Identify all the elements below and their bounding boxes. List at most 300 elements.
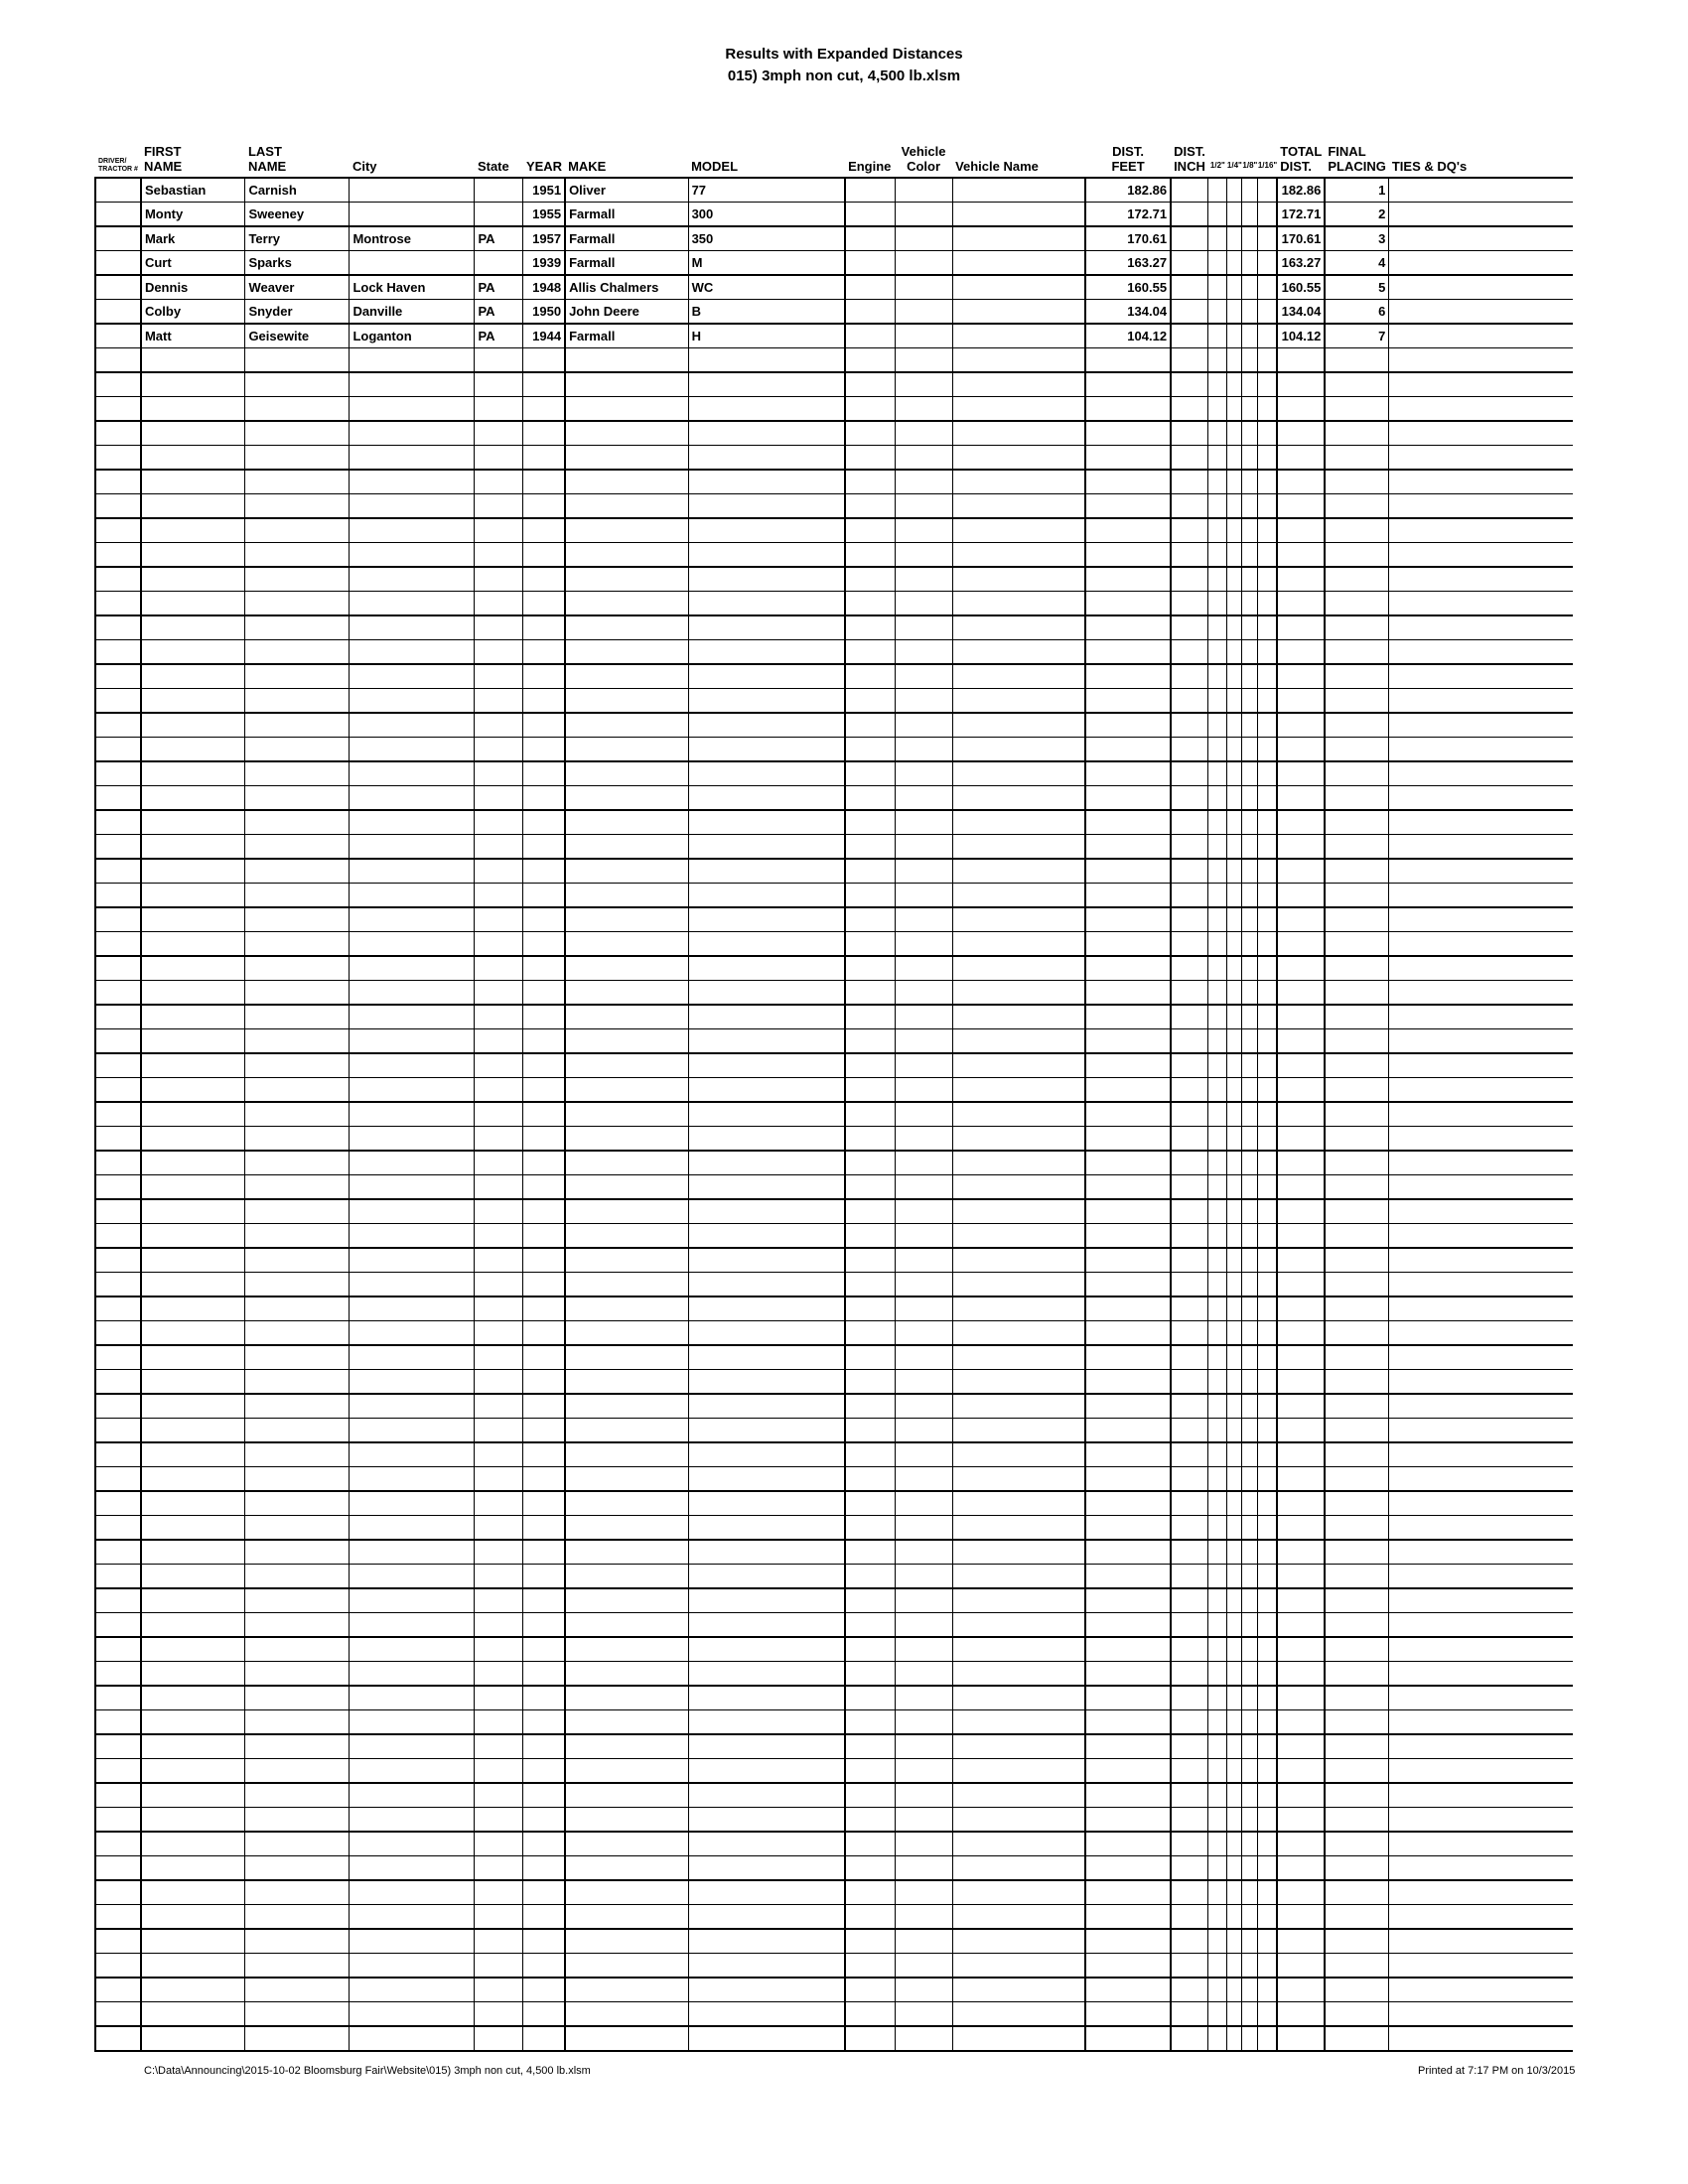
cell-entry-num: [95, 567, 141, 592]
cell-ties-dqs: [1389, 1053, 1573, 1078]
cell-vehicle-color: [895, 640, 952, 665]
cell-state: [475, 1370, 523, 1395]
col-header-text: YEAR: [525, 159, 563, 174]
cell-dist-inch: [1171, 300, 1208, 325]
cell-city: [350, 738, 475, 762]
cell-entry-num: [95, 615, 141, 640]
cell-dist-feet: [1085, 1686, 1171, 1710]
cell-year: [523, 1686, 565, 1710]
cell-ties-dqs: [1389, 1978, 1573, 2002]
cell-engine: [845, 1516, 895, 1541]
cell-dist-inch: [1171, 178, 1208, 203]
cell-dist-inch: [1171, 1662, 1208, 1687]
cell-eighth-inch: [1242, 1491, 1258, 1516]
cell-last-name: Snyder: [245, 300, 350, 325]
cell-dist-feet: [1085, 1540, 1171, 1565]
cell-half-inch: [1208, 1516, 1227, 1541]
cell-dist-inch: [1171, 1370, 1208, 1395]
cell-model: [688, 664, 845, 689]
cell-vehicle-name: [952, 1710, 1085, 1735]
cell-half-inch: [1208, 494, 1227, 519]
cell-dist-inch: [1171, 761, 1208, 786]
cell-eighth-inch: [1242, 1321, 1258, 1346]
cell-state: [475, 1224, 523, 1249]
cell-year: [523, 1175, 565, 1200]
cell-entry-num: [95, 1394, 141, 1419]
cell-vehicle-name: [952, 1102, 1085, 1127]
cell-entry-num: [95, 203, 141, 227]
cell-year: [523, 664, 565, 689]
cell-last-name: [245, 1491, 350, 1516]
cell-sixteenth-inch: [1258, 372, 1277, 397]
cell-half-inch: [1208, 1686, 1227, 1710]
cell-model: [688, 1224, 845, 1249]
cell-first-name: [141, 1808, 245, 1833]
report-title-line1: Results with Expanded Distances: [725, 46, 963, 63]
cell-year: [523, 1613, 565, 1638]
cell-total-dist: 170.61: [1277, 226, 1325, 251]
cell-city: [350, 664, 475, 689]
cell-eighth-inch: [1242, 226, 1258, 251]
cell-final-placing: [1325, 810, 1389, 835]
cell-sixteenth-inch: [1258, 1297, 1277, 1321]
cell-ties-dqs: [1389, 1224, 1573, 1249]
cell-sixteenth-inch: [1258, 810, 1277, 835]
cell-engine: [845, 786, 895, 811]
cell-total-dist: [1277, 1175, 1325, 1200]
cell-dist-inch: [1171, 689, 1208, 714]
cell-eighth-inch: [1242, 1662, 1258, 1687]
cell-make: [565, 543, 688, 568]
cell-city: [350, 1978, 475, 2002]
cell-dist-feet: 160.55: [1085, 275, 1171, 300]
cell-model: [688, 1832, 845, 1856]
cell-city: [350, 1491, 475, 1516]
cell-sixteenth-inch: [1258, 761, 1277, 786]
cell-ties-dqs: [1389, 251, 1573, 276]
cell-city: [350, 1832, 475, 1856]
cell-ties-dqs: [1389, 1248, 1573, 1273]
cell-ties-dqs: [1389, 1199, 1573, 1224]
cell-total-dist: [1277, 1127, 1325, 1152]
col-header-quarter-inch: [1227, 137, 1242, 178]
cell-total-dist: [1277, 835, 1325, 860]
cell-half-inch: [1208, 1321, 1227, 1346]
cell-make: [565, 567, 688, 592]
cell-dist-inch: [1171, 956, 1208, 981]
cell-dist-feet: [1085, 1832, 1171, 1856]
cell-last-name: [245, 1151, 350, 1175]
col-header-text: Engine: [848, 159, 892, 174]
cell-model: [688, 1783, 845, 1808]
cell-last-name: [245, 884, 350, 908]
cell-first-name: [141, 1905, 245, 1930]
cell-last-name: [245, 761, 350, 786]
cell-eighth-inch: [1242, 2026, 1258, 2051]
cell-eighth-inch: [1242, 1127, 1258, 1152]
cell-vehicle-color: [895, 907, 952, 932]
cell-ties-dqs: [1389, 348, 1573, 373]
cell-total-dist: [1277, 1734, 1325, 1759]
cell-state: PA: [475, 275, 523, 300]
cell-make: [565, 1345, 688, 1370]
cell-entry-num: [95, 275, 141, 300]
cell-last-name: [245, 1297, 350, 1321]
cell-entry-num: [95, 1419, 141, 1443]
cell-vehicle-color: [895, 1078, 952, 1103]
cell-vehicle-name: [952, 1613, 1085, 1638]
cell-ties-dqs: [1389, 1370, 1573, 1395]
cell-final-placing: [1325, 1540, 1389, 1565]
cell-eighth-inch: [1242, 615, 1258, 640]
cell-quarter-inch: [1227, 1345, 1242, 1370]
cell-dist-inch: [1171, 1686, 1208, 1710]
cell-eighth-inch: [1242, 689, 1258, 714]
cell-state: [475, 1710, 523, 1735]
cell-dist-inch: [1171, 1078, 1208, 1103]
cell-year: [523, 615, 565, 640]
cell-last-name: [245, 2026, 350, 2051]
cell-total-dist: [1277, 1905, 1325, 1930]
cell-ties-dqs: [1389, 1151, 1573, 1175]
cell-first-name: [141, 1078, 245, 1103]
cell-dist-feet: [1085, 1224, 1171, 1249]
cell-sixteenth-inch: [1258, 1565, 1277, 1589]
cell-ties-dqs: [1389, 1759, 1573, 1784]
cell-first-name: [141, 1151, 245, 1175]
cell-city: [350, 1516, 475, 1541]
cell-year: [523, 1394, 565, 1419]
cell-dist-inch: [1171, 1321, 1208, 1346]
cell-half-inch: [1208, 1273, 1227, 1297]
cell-vehicle-name: [952, 1442, 1085, 1467]
cell-dist-feet: [1085, 518, 1171, 543]
cell-engine: [845, 372, 895, 397]
cell-last-name: Geisewite: [245, 324, 350, 348]
cell-model: [688, 981, 845, 1006]
cell-dist-feet: [1085, 1637, 1171, 1662]
cell-make: [565, 1102, 688, 1127]
cell-first-name: [141, 1127, 245, 1152]
cell-engine: [845, 397, 895, 422]
cell-first-name: [141, 543, 245, 568]
col-header-engine: [845, 137, 895, 178]
cell-last-name: [245, 810, 350, 835]
cell-first-name: [141, 1759, 245, 1784]
cell-engine: [845, 1053, 895, 1078]
cell-first-name: [141, 738, 245, 762]
cell-year: [523, 348, 565, 373]
cell-vehicle-name: [952, 761, 1085, 786]
cell-first-name: [141, 1880, 245, 1905]
cell-city: [350, 1734, 475, 1759]
cell-final-placing: [1325, 421, 1389, 446]
cell-state: [475, 1540, 523, 1565]
cell-year: 1955: [523, 203, 565, 227]
cell-model: [688, 1005, 845, 1029]
cell-dist-inch: [1171, 1929, 1208, 1954]
cell-half-inch: [1208, 1005, 1227, 1029]
cell-sixteenth-inch: [1258, 1783, 1277, 1808]
cell-total-dist: [1277, 761, 1325, 786]
cell-make: [565, 1053, 688, 1078]
cell-total-dist: [1277, 1297, 1325, 1321]
cell-vehicle-color: [895, 518, 952, 543]
cell-total-dist: 172.71: [1277, 203, 1325, 227]
table-row: [95, 1199, 1573, 1224]
cell-dist-feet: [1085, 761, 1171, 786]
table-row: [95, 1224, 1573, 1249]
cell-model: [688, 1686, 845, 1710]
cell-entry-num: [95, 1978, 141, 2002]
cell-vehicle-color: [895, 615, 952, 640]
cell-year: [523, 1905, 565, 1930]
cell-total-dist: [1277, 1832, 1325, 1856]
cell-dist-inch: [1171, 1637, 1208, 1662]
cell-total-dist: [1277, 1808, 1325, 1833]
table-row: [95, 1467, 1573, 1492]
cell-vehicle-color: [895, 1856, 952, 1881]
cell-make: Farmall: [565, 324, 688, 348]
cell-vehicle-color: [895, 1516, 952, 1541]
cell-model: [688, 1491, 845, 1516]
cell-make: [565, 1929, 688, 1954]
cell-half-inch: [1208, 226, 1227, 251]
cell-ties-dqs: [1389, 1491, 1573, 1516]
cell-engine: [845, 1127, 895, 1152]
cell-first-name: [141, 1394, 245, 1419]
cell-year: [523, 1345, 565, 1370]
cell-eighth-inch: [1242, 203, 1258, 227]
cell-sixteenth-inch: [1258, 178, 1277, 203]
cell-final-placing: [1325, 372, 1389, 397]
cell-make: [565, 470, 688, 494]
cell-ties-dqs: [1389, 372, 1573, 397]
cell-vehicle-color: [895, 664, 952, 689]
cell-year: [523, 786, 565, 811]
cell-model: B: [688, 300, 845, 325]
cell-sixteenth-inch: [1258, 1759, 1277, 1784]
cell-model: [688, 1053, 845, 1078]
cell-quarter-inch: [1227, 324, 1242, 348]
cell-last-name: [245, 835, 350, 860]
cell-dist-inch: [1171, 421, 1208, 446]
cell-engine: [845, 1565, 895, 1589]
cell-ties-dqs: [1389, 1856, 1573, 1881]
cell-state: [475, 1102, 523, 1127]
footer-printed-timestamp: Printed at 7:17 PM on 10/3/2015: [1418, 2065, 1576, 2077]
cell-eighth-inch: [1242, 1905, 1258, 1930]
cell-last-name: [245, 1905, 350, 1930]
cell-vehicle-color: [895, 1273, 952, 1297]
cell-first-name: [141, 421, 245, 446]
cell-quarter-inch: [1227, 1929, 1242, 1954]
cell-dist-inch: [1171, 1273, 1208, 1297]
cell-year: [523, 1734, 565, 1759]
results-table-header: [95, 137, 1573, 178]
cell-model: [688, 738, 845, 762]
cell-first-name: [141, 1929, 245, 1954]
cell-first-name: [141, 592, 245, 616]
cell-ties-dqs: [1389, 1588, 1573, 1613]
cell-state: [475, 1248, 523, 1273]
cell-final-placing: [1325, 981, 1389, 1006]
col-header-sixteenth-inch: [1258, 137, 1277, 178]
cell-city: [350, 1297, 475, 1321]
cell-model: [688, 1321, 845, 1346]
cell-dist-feet: [1085, 884, 1171, 908]
table-row: [95, 713, 1573, 738]
cell-eighth-inch: [1242, 275, 1258, 300]
cell-ties-dqs: [1389, 1273, 1573, 1297]
cell-year: [523, 2002, 565, 2027]
cell-year: 1951: [523, 178, 565, 203]
cell-first-name: [141, 1321, 245, 1346]
cell-engine: [845, 932, 895, 957]
cell-eighth-inch: [1242, 300, 1258, 325]
cell-entry-num: [95, 640, 141, 665]
cell-entry-num: [95, 518, 141, 543]
cell-city: [350, 835, 475, 860]
cell-city: [350, 1759, 475, 1784]
cell-dist-feet: [1085, 1078, 1171, 1103]
cell-quarter-inch: [1227, 275, 1242, 300]
cell-sixteenth-inch: [1258, 884, 1277, 908]
cell-first-name: Colby: [141, 300, 245, 325]
cell-engine: [845, 1442, 895, 1467]
cell-entry-num: [95, 178, 141, 203]
cell-first-name: [141, 664, 245, 689]
cell-make: [565, 1273, 688, 1297]
cell-year: [523, 446, 565, 471]
cell-engine: [845, 592, 895, 616]
cell-dist-inch: [1171, 1029, 1208, 1054]
cell-engine: [845, 689, 895, 714]
cell-quarter-inch: [1227, 1029, 1242, 1054]
cell-total-dist: [1277, 1491, 1325, 1516]
cell-year: [523, 859, 565, 884]
cell-entry-num: [95, 1565, 141, 1589]
cell-engine: [845, 1808, 895, 1833]
cell-final-placing: [1325, 494, 1389, 519]
cell-city: [350, 1880, 475, 1905]
cell-model: [688, 884, 845, 908]
cell-entry-num: [95, 2026, 141, 2051]
cell-vehicle-name: [952, 932, 1085, 957]
cell-dist-feet: [1085, 1273, 1171, 1297]
cell-first-name: [141, 397, 245, 422]
cell-sixteenth-inch: [1258, 446, 1277, 471]
cell-dist-inch: [1171, 1856, 1208, 1881]
cell-state: [475, 786, 523, 811]
cell-final-placing: 3: [1325, 226, 1389, 251]
cell-make: [565, 1127, 688, 1152]
cell-final-placing: [1325, 1248, 1389, 1273]
cell-year: [523, 1273, 565, 1297]
cell-engine: [845, 1151, 895, 1175]
cell-model: [688, 1467, 845, 1492]
cell-state: [475, 1686, 523, 1710]
cell-half-inch: [1208, 1954, 1227, 1979]
table-row: [95, 2026, 1573, 2051]
cell-make: [565, 518, 688, 543]
cell-total-dist: [1277, 1029, 1325, 1054]
cell-make: [565, 1321, 688, 1346]
cell-last-name: [245, 1929, 350, 1954]
cell-vehicle-color: [895, 2002, 952, 2027]
cell-last-name: [245, 1710, 350, 1735]
table-row: [95, 1442, 1573, 1467]
cell-state: [475, 1491, 523, 1516]
cell-ties-dqs: [1389, 1516, 1573, 1541]
cell-dist-feet: [1085, 1151, 1171, 1175]
cell-first-name: Sebastian: [141, 178, 245, 203]
cell-vehicle-color: [895, 1394, 952, 1419]
cell-dist-feet: [1085, 1005, 1171, 1029]
cell-final-placing: [1325, 664, 1389, 689]
cell-ties-dqs: [1389, 178, 1573, 203]
cell-total-dist: [1277, 615, 1325, 640]
cell-final-placing: 1: [1325, 178, 1389, 203]
table-row: [95, 956, 1573, 981]
cell-sixteenth-inch: [1258, 1710, 1277, 1735]
cell-last-name: [245, 1224, 350, 1249]
cell-engine: [845, 1905, 895, 1930]
cell-vehicle-color: [895, 397, 952, 422]
cell-state: [475, 859, 523, 884]
cell-final-placing: [1325, 1832, 1389, 1856]
cell-state: [475, 1321, 523, 1346]
table-row: [95, 518, 1573, 543]
cell-quarter-inch: [1227, 1954, 1242, 1979]
cell-city: [350, 810, 475, 835]
cell-dist-inch: [1171, 1175, 1208, 1200]
cell-vehicle-name: [952, 592, 1085, 616]
cell-state: [475, 1856, 523, 1881]
cell-quarter-inch: [1227, 1370, 1242, 1395]
col-header-city: [350, 137, 475, 178]
cell-ties-dqs: [1389, 615, 1573, 640]
cell-total-dist: 104.12: [1277, 324, 1325, 348]
cell-half-inch: [1208, 567, 1227, 592]
cell-final-placing: [1325, 1345, 1389, 1370]
cell-year: [523, 689, 565, 714]
cell-final-placing: [1325, 348, 1389, 373]
cell-last-name: Weaver: [245, 275, 350, 300]
cell-half-inch: [1208, 178, 1227, 203]
cell-quarter-inch: [1227, 397, 1242, 422]
col-header-half-inch: [1208, 137, 1227, 178]
cell-total-dist: [1277, 567, 1325, 592]
cell-sixteenth-inch: [1258, 1832, 1277, 1856]
cell-eighth-inch: [1242, 1005, 1258, 1029]
cell-vehicle-name: [952, 1491, 1085, 1516]
cell-make: [565, 2002, 688, 2027]
cell-ties-dqs: [1389, 226, 1573, 251]
cell-vehicle-name: [952, 1662, 1085, 1687]
cell-dist-feet: [1085, 810, 1171, 835]
cell-entry-num: [95, 810, 141, 835]
cell-sixteenth-inch: [1258, 1808, 1277, 1833]
cell-half-inch: [1208, 2002, 1227, 2027]
cell-make: [565, 1394, 688, 1419]
cell-quarter-inch: [1227, 738, 1242, 762]
cell-quarter-inch: [1227, 543, 1242, 568]
cell-first-name: [141, 1467, 245, 1492]
cell-final-placing: [1325, 1808, 1389, 1833]
cell-first-name: [141, 446, 245, 471]
cell-make: [565, 1808, 688, 1833]
